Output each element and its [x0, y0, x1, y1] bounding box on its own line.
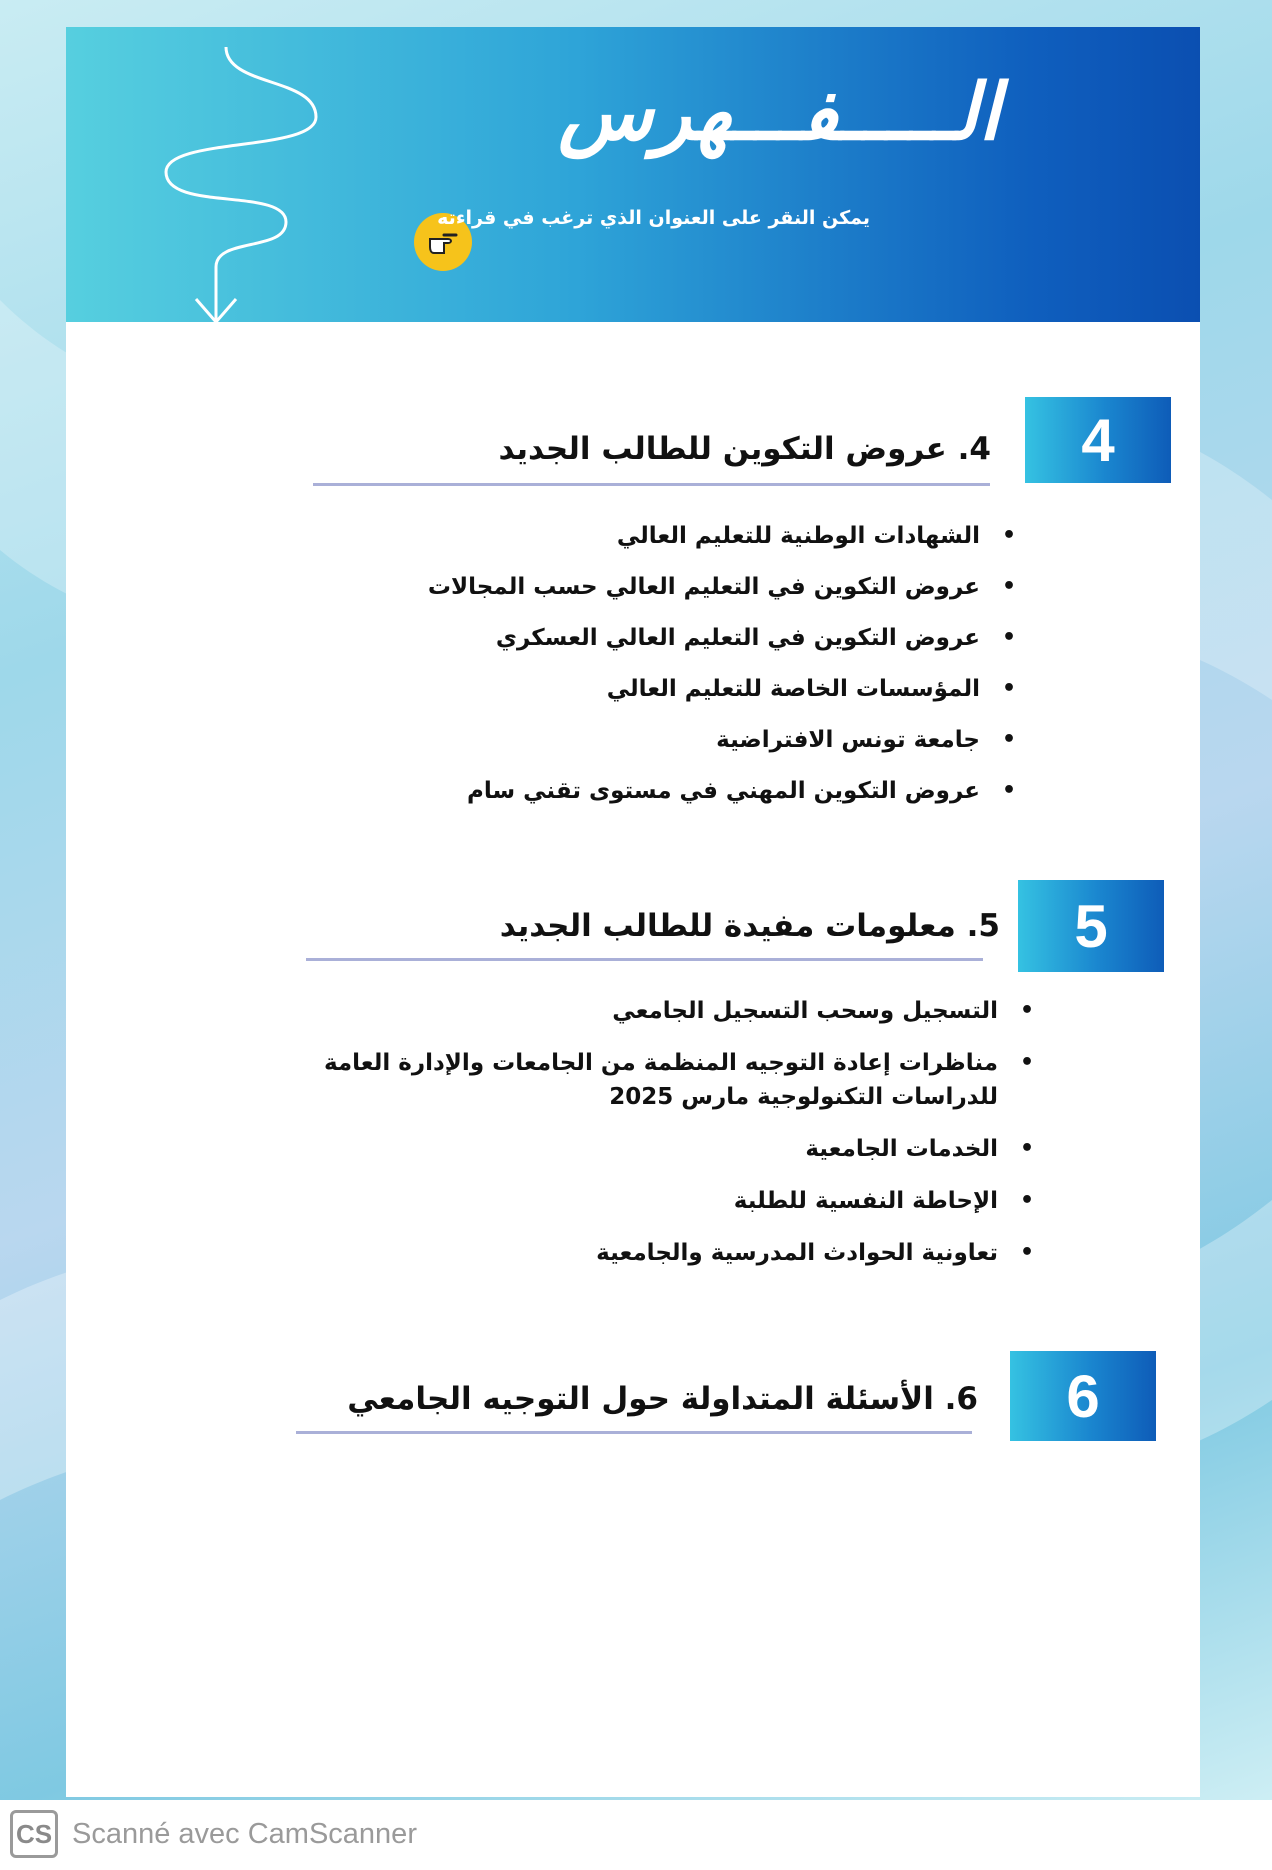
list-item-link[interactable]: • المؤسسات الخاصة للتعليم العالي: [606, 676, 1016, 702]
section-number-badge: 4: [1025, 397, 1171, 483]
list-item-link[interactable]: • التسجيل وسحب التسجيل الجامعي: [612, 998, 1034, 1024]
list-item-link[interactable]: • مناظرات إعادة التوجيه المنظمة من الجامعات والإدارة العامة للدراسات التكنولوجية مارس 2025: [323, 1050, 1034, 1110]
list-item-link[interactable]: • عروض التكوين المهني في مستوى تقني سام: [467, 778, 1016, 804]
scanner-watermark: Scanné avec CamScanner: [72, 1818, 417, 1850]
section-title-link[interactable]: 5. معلومات مفيدة للطالب الجديد: [499, 908, 1000, 944]
list-item-link[interactable]: • الخدمات الجامعية: [805, 1136, 1034, 1162]
section-underline: [296, 1431, 972, 1434]
header-instruction: يمكن النقر على العنوان الذي ترغب في قراءته: [437, 207, 870, 229]
header-banner: [66, 27, 1200, 322]
list-item-link[interactable]: • عروض التكوين في التعليم العالي حسب المجالات: [427, 574, 1016, 600]
list-item-link[interactable]: • الشهادات الوطنية للتعليم العالي: [616, 523, 1016, 549]
camscanner-logo: CS: [10, 1810, 58, 1858]
list-item-link[interactable]: • عروض التكوين في التعليم العالي العسكري: [495, 625, 1016, 651]
list-item-link[interactable]: • الإحاطة النفسية للطلبة: [733, 1188, 1034, 1214]
section-underline: [306, 958, 983, 961]
page-title: الـــــفـــهرس: [558, 67, 1000, 158]
section-number-badge: 5: [1018, 880, 1164, 972]
section-title-link[interactable]: 6. الأسئلة المتداولة حول التوجيه الجامعي: [347, 1381, 978, 1417]
section-items-list: [322, 519, 1022, 808]
list-item-link[interactable]: • تعاونية الحوادث المدرسية والجامعية: [596, 1240, 1034, 1266]
section-number-badge: 6: [1010, 1351, 1156, 1441]
curved-arrow-icon: [106, 37, 356, 322]
section-underline: [313, 483, 990, 486]
document-page: [66, 27, 1200, 1797]
list-item-link[interactable]: • جامعة تونس الافتراضية: [716, 727, 1016, 753]
section-items-list: [280, 994, 1040, 1270]
section-title-link[interactable]: 4. عروض التكوين للطالب الجديد: [498, 431, 991, 467]
